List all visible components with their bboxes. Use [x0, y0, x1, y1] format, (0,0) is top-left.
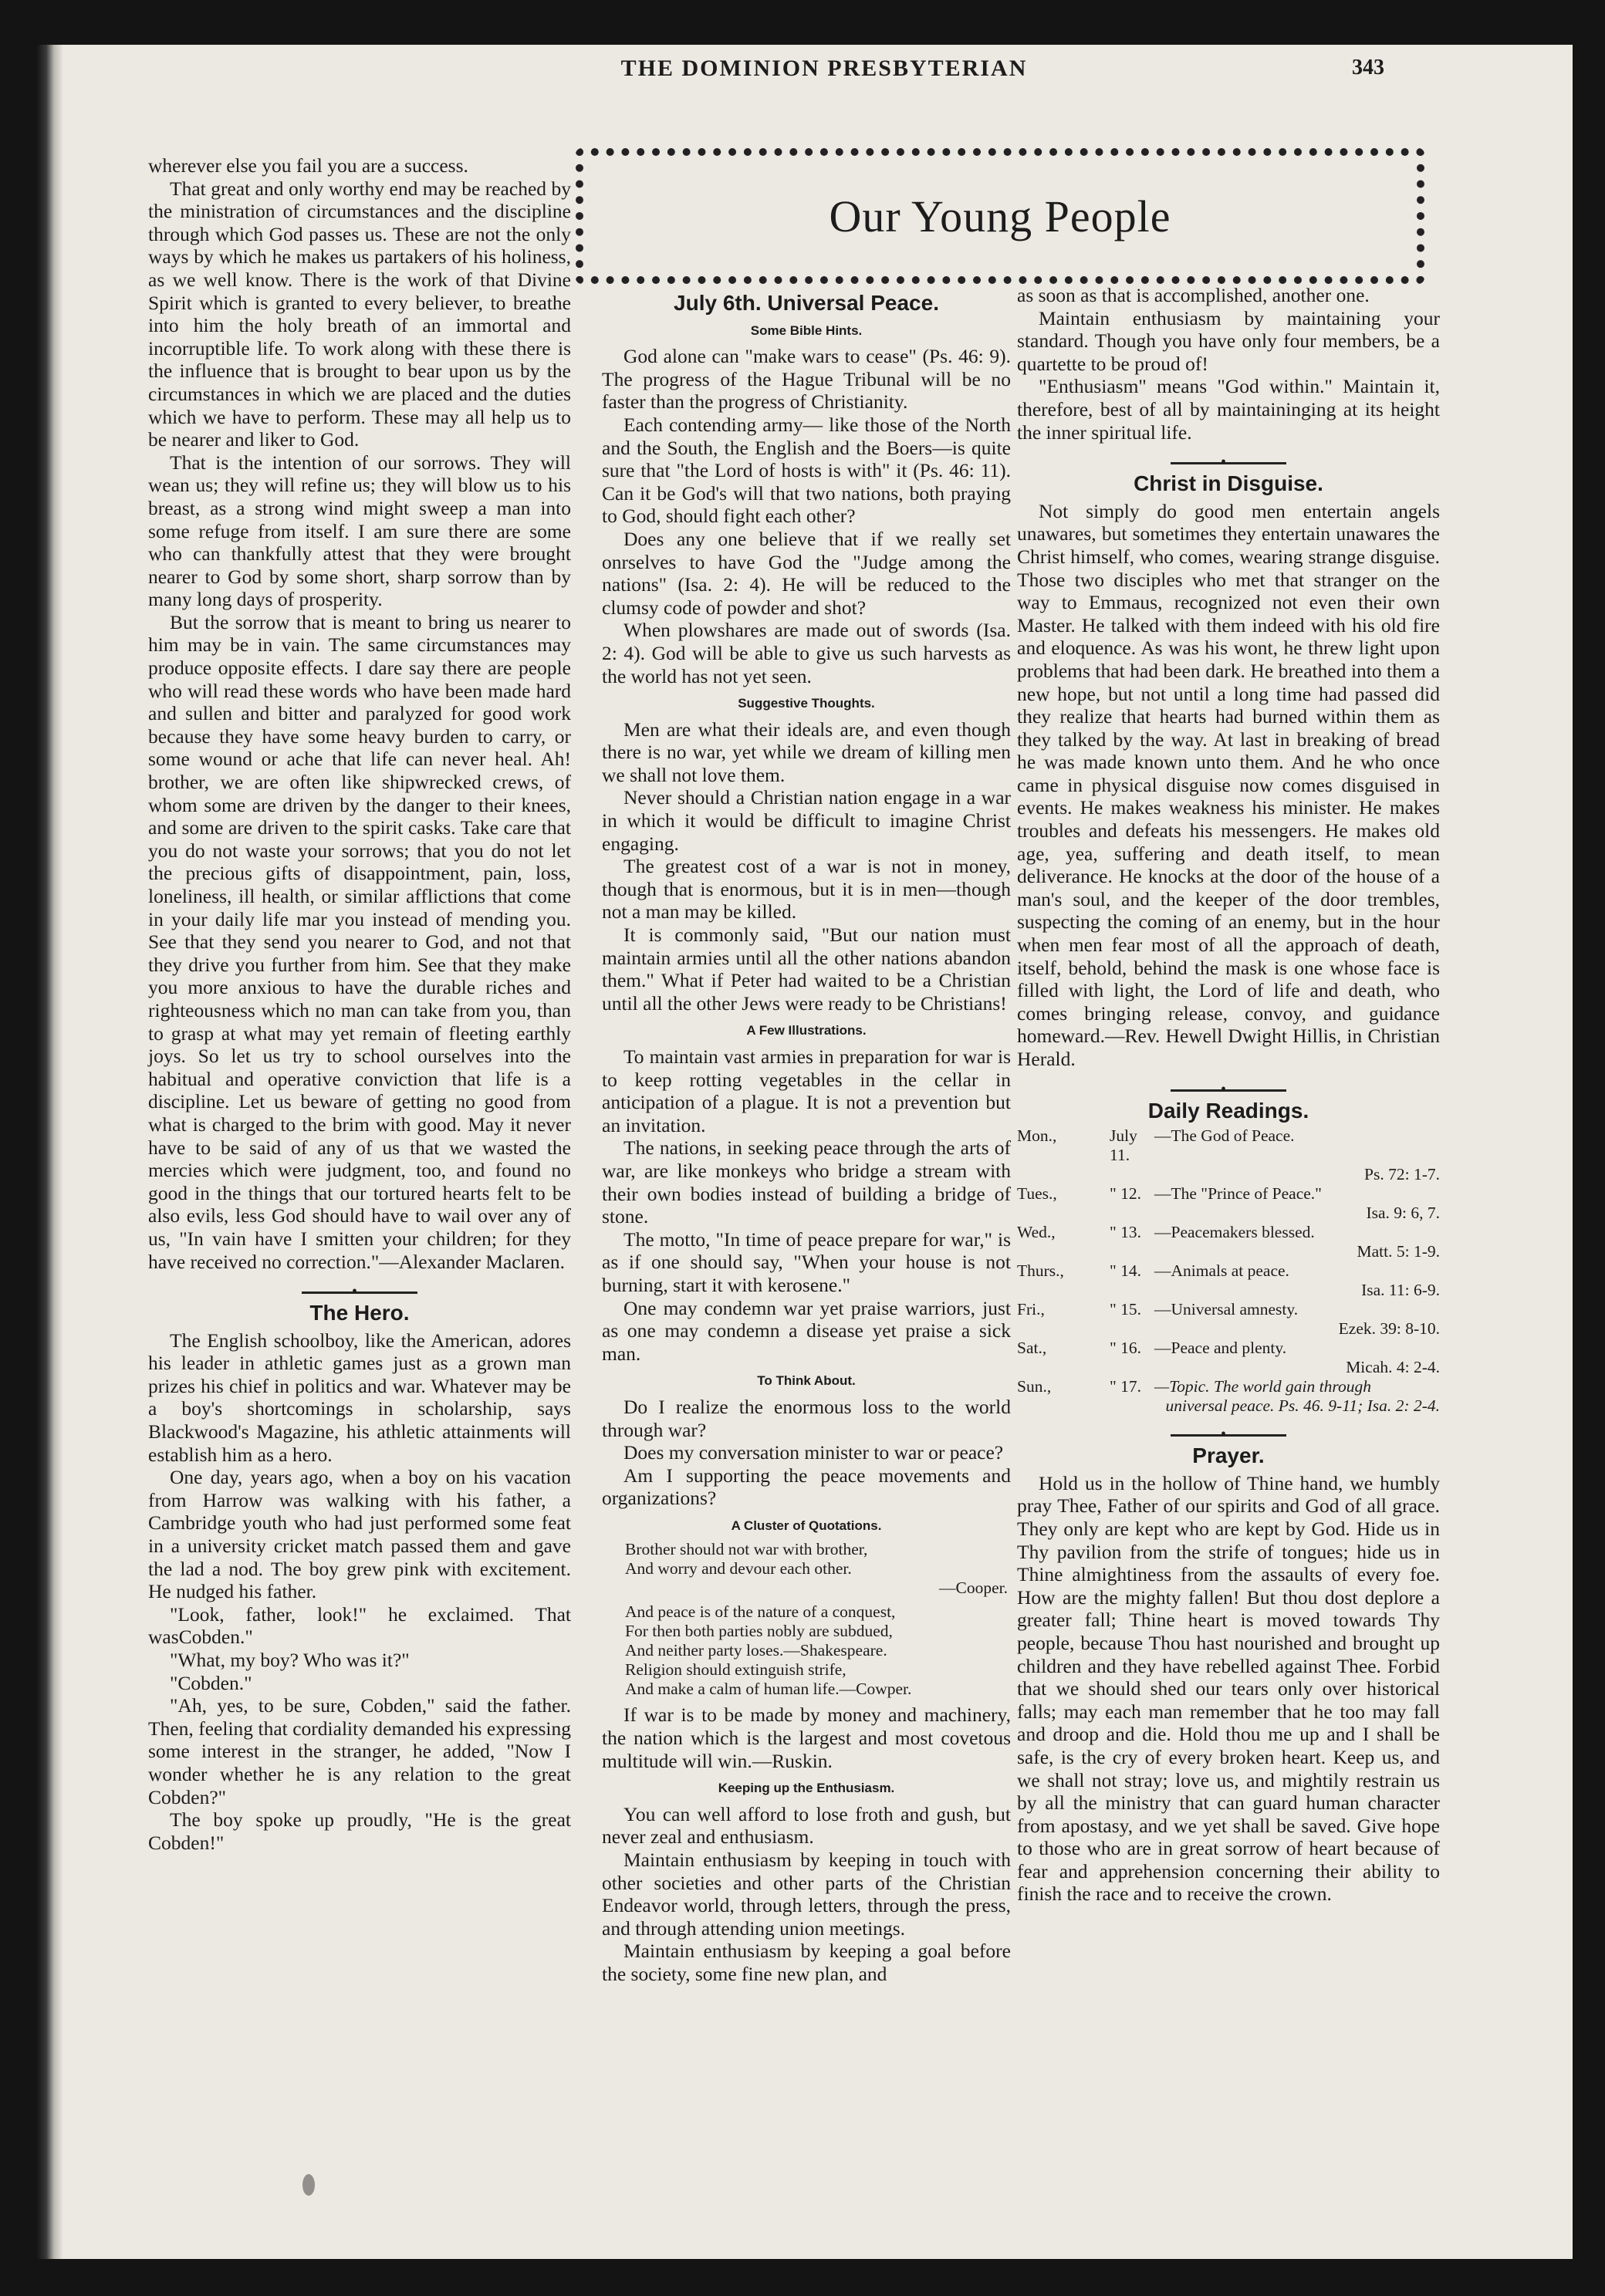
quotation-block	[625, 1602, 1011, 1699]
reading-reference: Matt. 5: 1-9.	[1357, 1242, 1440, 1261]
paragraph: The greatest cost of a war is not in money, though that is enormous, but it is in men—though not a man may be killed.	[602, 855, 1011, 923]
reading-date: " 15.	[1110, 1300, 1142, 1319]
reading-topic: —The God of Peace.	[1154, 1126, 1295, 1146]
subheading: A Few Illustrations.	[746, 1023, 867, 1038]
article-title-hero: The Hero.	[309, 1301, 410, 1325]
paragraph: One may condemn war yet praise warriors, just as one may condemn a disease yet praise a sick man.	[602, 1296, 1011, 1365]
paragraph: Maintain enthusiasm by maintaining your standard. Though you have only four members, be a quartette to be proud of!	[1017, 306, 1440, 375]
paragraph: God alone can "make wars to cease" (Ps. 46: 9). The progress of the Hague Tribunal will be no faster than the progress of Christianity.	[602, 345, 1011, 414]
paragraph: Hold us in the hollow of Thine hand, we humbly pray Thee, Father of our spirits and God of all grace. They only are kept who are kept by God. Hide us in Thy pavilion from the strife of tongues; hide us in Thine almightiness from the assaults of every foe. How are the mighty fallen! But thou dost deplore a greater fall; Thine heart is moved towards Thy people, because Thou hast nourished and brought up children and they have rebelled against Thee. Forbid that we should shed our tears only over historical falls; may each man remember that he too may fall and droop and die. Hold thou me up and I shall be safe, is the cry of every broken heart. Keep us, and we shall not stray; love us, and mightily restrain us by all the ministry that can guard human character from apostasy, and we yet shall be saved. Give hope to those who are in great sorrow of heart because of fear and apprehension concerning their ability to finish the race and to receive the crown.	[1017, 1471, 1440, 1906]
paragraph: When plowshares are made out of swords (Isa. 2: 4). God will be able to give us such harvests as the world has not yet seen.	[602, 619, 1011, 687]
reading-reference: Ezek. 39: 8-10.	[1338, 1319, 1440, 1339]
paragraph: Never should a Christian nation engage in a war in which it would be difficult to imagine Christ engaging.	[602, 786, 1011, 855]
paragraph: The boy spoke up proudly, "He is the great Cobden!"	[148, 1808, 571, 1854]
subheading: Suggestive Thoughts.	[738, 696, 875, 711]
reading-topic: —Peace and plenty.	[1154, 1339, 1287, 1358]
reading-date: " 12.	[1110, 1184, 1142, 1204]
paragraph: The motto, "In time of peace prepare for war," is as if one should say, "When your house is not burning, start it with kerosene."	[602, 1227, 1011, 1296]
reading-reference: Isa. 9: 6, 7.	[1366, 1204, 1440, 1223]
paragraph: You can well afford to lose froth and gush, but never zeal and enthusiasm.	[602, 1802, 1011, 1849]
paragraph: wherever else you fail you are a success.	[148, 154, 468, 177]
reading-day: Sat.,	[1017, 1339, 1047, 1358]
reading-day: Mon.,	[1017, 1126, 1057, 1146]
quote-attribution: —Cooper.	[939, 1578, 1008, 1598]
reading-date: " 13.	[1110, 1223, 1142, 1242]
quote-line: Religion should extinguish strife,	[625, 1660, 846, 1680]
reading-topic: —Peacemakers blessed.	[1154, 1223, 1315, 1242]
reading-day: Tues.,	[1017, 1184, 1057, 1204]
subheading: To Think About.	[757, 1373, 856, 1389]
reading-reference: universal peace. Ps. 46. 9-11; Isa. 2: 2-4.	[1165, 1396, 1440, 1416]
middle-column	[602, 287, 1011, 1986]
paragraph: Do I realize the enormous loss to the world through war?	[602, 1395, 1011, 1441]
reading-topic: —The "Prince of Peace."	[1154, 1184, 1322, 1204]
reading-date: July 11.	[1110, 1126, 1137, 1165]
paragraph: Men are what their ideals are, and even though there is no war, yet while we dream of killing men we shall not love them.	[602, 718, 1011, 786]
paragraph: Does my conversation minister to war or peace?	[623, 1441, 1004, 1464]
subheading: A Cluster of Quotations.	[731, 1518, 882, 1533]
paragraph: To maintain vast armies in preparation for war is to keep rotting vegetables in the cellar in anticipation of a plague. It is not a prevention but an invitation.	[602, 1045, 1011, 1136]
reading-day: Fri.,	[1017, 1300, 1045, 1319]
paragraph: as soon as that is accomplished, another one.	[1017, 284, 1370, 306]
paragraph: Maintain enthusiasm by keeping a goal before the society, some fine new plan, and	[602, 1940, 1011, 1985]
prayer-title: Prayer.	[1192, 1443, 1265, 1468]
paragraph: Maintain enthusiasm by keeping in touch with other societies and other parts of the Christian Endeavor world, through letters, through the press, and through attending union meetings.	[602, 1849, 1011, 1940]
daily-readings-list	[1017, 1126, 1440, 1416]
paragraph: "Look, father, look!" he exclaimed. That wasCobden."	[148, 1602, 571, 1649]
paragraph: Am I supporting the peace movements and organizations?	[602, 1464, 1011, 1510]
section-divider	[302, 1292, 417, 1294]
quote-line: And make a calm of human life.—Cowper.	[625, 1680, 912, 1699]
subheading: Keeping up the Enthusiasm.	[718, 1781, 895, 1796]
page-smudge	[302, 2174, 315, 2196]
paragraph: "Ah, yes, to be sure, Cobden," said the father. Then, feeling that cordiality demanded his expressing some interest in the stranger, he added, "Now I wonder whether he is any relation to the great Cobden?"	[148, 1694, 571, 1808]
paragraph: That great and only worthy end may be reached by the ministration of circumstances and the discipline through which God passes us. These are not the only ways by which he makes us partakers of his holiness, as we well know. There is the work of that Divine Spirit which is granted to every believer, to breathe into him the holy breath of an immortal and incorruptible life. To work along with these there is the influence that is brought to bear upon us by the circumstances in which we are placed and the duties which we have to perform. These may all help us to be nearer and liker to God.	[148, 177, 571, 451]
paragraph: The English schoolboy, like the American, adores his leader in athletic games just as a grown man prizes his chief in politics and war. Whatever may be a boy's shortcomings in scholarship, says Blackwood's Magazine, his athletic attainments will establish him as a hero.	[148, 1329, 571, 1466]
page-binding-edge	[37, 45, 63, 2259]
quote-line: And peace is of the nature of a conquest,	[625, 1602, 896, 1622]
masthead-title: THE DOMINION PRESBYTERIAN	[620, 56, 1028, 81]
article-title-christ-in-disguise: Christ in Disguise.	[1134, 471, 1323, 496]
reading-date: " 17.	[1110, 1377, 1142, 1396]
right-column	[1017, 284, 1440, 1906]
section-banner-title: Our Young People	[829, 191, 1171, 241]
paragraph: It is commonly said, "But our nation must maintain armies until all the other nations abandon them." What if Peter had waited to be a Christian until all the other Jews were ready to be Christians!	[602, 923, 1011, 1015]
reading-date: " 16.	[1110, 1339, 1142, 1358]
reading-day: Wed.,	[1017, 1223, 1056, 1242]
reading-date: " 14.	[1110, 1261, 1142, 1281]
daily-readings-title: Daily Readings.	[1147, 1098, 1309, 1123]
paragraph: Each contending army— like those of the North and the South, the English and the Boers—is quite sure that "the Lord of hosts is with" it (Ps. 46: 11). Can it be God's will that two nations, both praying to God, should fight each other?	[602, 413, 1011, 528]
section-divider	[1171, 462, 1286, 464]
paragraph: "What, my boy? Who was it?"	[170, 1649, 410, 1671]
paragraph: If war is to be made by money and machinery, the nation which is the largest and most covetous multitude will win.—Ruskin.	[602, 1703, 1011, 1772]
paragraph: One day, years ago, when a boy on his vacation from Harrow was walking with his father, a Cambridge youth who had just performed some feat in a university cricket match passed them and gave the lad a nod. The boy grew pink with excitement. He nudged his father.	[148, 1466, 571, 1603]
quotation-block	[625, 1540, 1011, 1598]
section-banner	[576, 148, 1424, 284]
reading-topic: —Topic. The world gain through	[1154, 1377, 1371, 1396]
reading-topic: —Universal amnesty.	[1154, 1300, 1299, 1319]
subheading: Some Bible Hints.	[750, 322, 863, 338]
reading-day: Thurs.,	[1017, 1261, 1064, 1281]
left-column	[148, 154, 571, 1854]
paragraph: Does any one believe that if we really set onrselves to have God the "Judge among the nations" (Isa. 2: 4). He will be reduced to the clumsy code of powder and shot?	[602, 527, 1011, 619]
page-number: 343	[1352, 56, 1384, 79]
reading-topic: —Animals at peace.	[1154, 1261, 1289, 1281]
reading-reference: Micah. 4: 2-4.	[1346, 1358, 1440, 1377]
reading-reference: Isa. 11: 6-9.	[1361, 1281, 1440, 1300]
section-divider	[1171, 1434, 1286, 1437]
paragraph: The nations, in seeking peace through the arts of war, are like monkeys who bridge a stream with their own bodies instead of building a bridge of stone.	[602, 1136, 1011, 1228]
reading-day: Sun.,	[1017, 1377, 1052, 1396]
paragraph: That is the intention of our sorrows. They will wean us; they will refine us; they will blow us to his breast, as a strong wind might sweep a man into some refuge from itself. I am sure there are some who can thankfully attest that they were brought nearer to God by some short, sharp sorrow than by many long days of prosperity.	[148, 451, 571, 611]
quote-line: And neither party loses.—Shakespeare.	[625, 1641, 887, 1660]
paragraph: "Enthusiasm" means "God within." Maintain it, therefore, best of all by maintaininging at its height the inner spiritual life.	[1017, 375, 1440, 444]
paragraph: Not simply do good men entertain angels unawares, but sometimes they entertain unawares the Christ himself, who comes, wearing strange disguise. Those two disciples who met that stranger on the way to Emmaus, recognized not even their own Master. He talked with them indeed with his old fire and eloquence. As was his wont, he threw light upon problems that had been dark. He breathed into them a new hope, but not until a long time had passed did they realize that hearts had burned within them as they talked by the way. At last in breaking of bread he was made known unto them. And he who once came in physical disguise now comes disguised in events. He makes weakness his minister. He makes troubles and defeats his messengers. He makes old age, yea, suffering and death itself, to mean deliverance. He knocks at the door of the house of a man's soul, and the keeper of the door trembles, suspecting the coming of an enemy, but in the hour when men fear most of all the approach of death, itself, behold, behind the mask is one whose face is filled with light, the Lord of life and death, who comes bringing release, convoy, and guidance homeward.—Rev. Hewell Dwight Hillis, in Christian Herald.	[1017, 499, 1440, 1070]
reading-reference: Ps. 72: 1-7.	[1364, 1165, 1440, 1184]
quote-line: And worry and devour each other.	[625, 1559, 852, 1578]
paragraph: "Cobden."	[170, 1671, 252, 1694]
quote-line: Brother should not war with brother,	[625, 1540, 868, 1559]
quote-line: For then both parties nobly are subdued,	[625, 1622, 893, 1641]
section-divider	[1171, 1089, 1286, 1092]
paragraph: But the sorrow that is meant to bring us nearer to him may be in vain. The same circumstances may produce opposite effects. I dare say there are people who will read these words who have been made hard and sullen and bitter and paralyzed for good work because they have some heavy burden to carry, or some wound or ache that life can never heal. Ah! brother, we are often like shipwrecked crews, of whom some are driven by the danger to their knees, and some are driven to the spirit casks. Take care that you do not waste your sorrows; that you do not let the precious gifts of disappointment, pain, loss, loneliness, ill health, or similar afflictions that come in your daily life mar you instead of mending you. See that they send you nearer to God, and not that they drive you further from him. See that they make you more anxious to have the durable riches and righteousness which no man can take from you, than to grasp at what may yet remain of fleeting earthly joys. So let us try to school ourselves into the habitual and operative conviction that life is a discipline. Let us beware of getting no good from what is charged to the brim with good. May it never have to be said of any of us that we wasted the mercies which were judgment, too, and found no good in the things that our tortured hearts felt to be also evils, less God should have to wail over any of us, "In vain have I smitten your children; for they have received no correction."—Alexander Maclaren.	[148, 610, 571, 1273]
article-title-universal-peace: July 6th. Universal Peace.	[674, 291, 939, 315]
